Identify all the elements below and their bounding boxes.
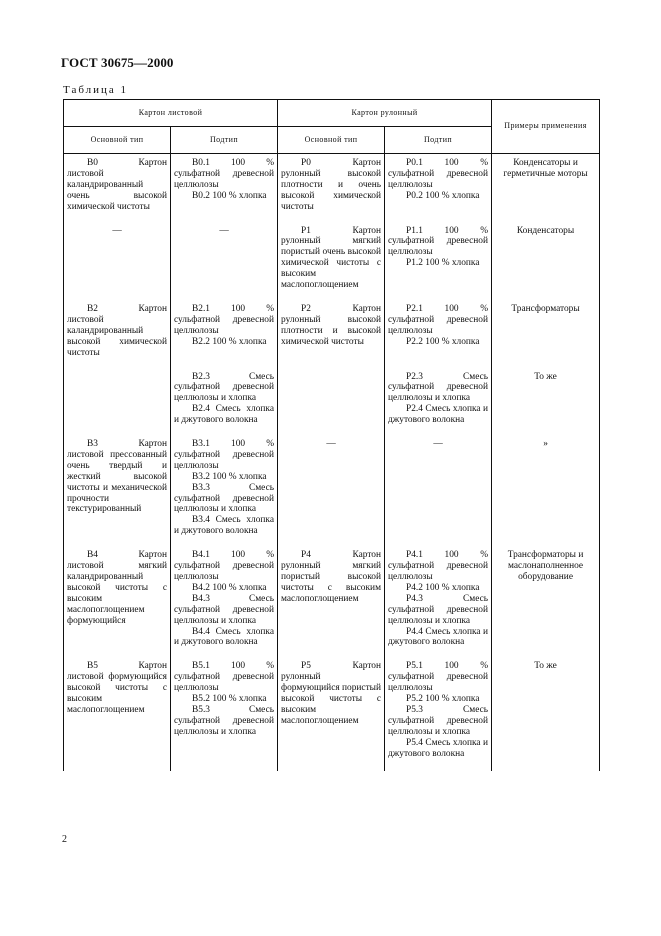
roll-base-type-cell-text: Р1 Картон рулонный мягкий пористый очень высокой химической чистоты с высоким маслопоглощением bbox=[281, 225, 382, 291]
application-text: Конденсаторы и герметичные моторы bbox=[503, 158, 588, 179]
sheet-base-type-cell-text: В2 Картон листовой каландрированный высокой химической чистоты bbox=[67, 303, 167, 358]
table-row bbox=[64, 154, 600, 222]
subtype-item: В3.2 100 % хлопка bbox=[192, 471, 267, 482]
subtype-item: Р0.1 100 % сульфатной древесной целлюлозы bbox=[388, 158, 489, 190]
subtype-item: Р5.3 Смесь сульфатной древесной целлюлозы и хлопка bbox=[388, 704, 489, 737]
roll-base-type-cell-text: Р4 Картон рулонный мягкий пористый высокой чистоты с высоким маслопоглощением bbox=[281, 550, 382, 604]
sheet-base-type-cell bbox=[64, 222, 171, 300]
sheet-base-type-cell bbox=[64, 300, 171, 368]
subtype-item: В5.2 100 % хлопка bbox=[192, 694, 267, 705]
roll-subtype-cell bbox=[385, 300, 492, 368]
subtype-item: — bbox=[219, 225, 229, 236]
subtype-item: В5.3 Смесь сульфатной древесной целлюлозы и хлопка bbox=[174, 704, 275, 737]
subtype-item: Р1.1 100 % сульфатной древесной целлюлозы bbox=[388, 225, 489, 258]
roll-base-type-cell-text: Р5 Картон рулонный формующийся пористый высокой чистоты с высоким маслопоглощением bbox=[281, 661, 382, 726]
roll-base-type-cell bbox=[278, 657, 385, 770]
sheet-base-type-cell bbox=[64, 546, 171, 657]
roll-base-type-cell-text: — bbox=[326, 439, 336, 450]
subtype-item: В4.3 Смесь сульфатной древесной целлюлозы и хлопка bbox=[174, 593, 275, 626]
sheet-subtype-cell bbox=[171, 154, 278, 222]
sheet-subtype-cell bbox=[171, 657, 278, 770]
subtype-item: В2.2 100 % хлопка bbox=[192, 336, 267, 347]
sheet-base-type-cell-text: В5 Картон листовой формующийся высокой чистоты с высоким маслопоглощением bbox=[67, 661, 167, 715]
roll-base-type-cell bbox=[278, 300, 385, 368]
roll-base-type-cell bbox=[278, 154, 385, 222]
roll-base-type-cell bbox=[278, 222, 385, 300]
sheet-base-type-cell bbox=[64, 435, 171, 546]
subtype-item: В2.1 100 % сульфатной древесной целлюлозы bbox=[174, 303, 275, 336]
subtype-item: Р5.4 Смесь хлопка и джутового волокна bbox=[388, 737, 489, 759]
roll-subtype-cell bbox=[385, 222, 492, 300]
application-text: То же bbox=[534, 371, 557, 382]
application-cell bbox=[492, 435, 600, 546]
roll-subtype-cell bbox=[385, 657, 492, 770]
sheet-subtype-cell bbox=[171, 435, 278, 546]
sheet-base-type-cell-text: В4 Картон листовой мягкий каландрированный высокой чистоты с высоким маслопоглощением формующийся bbox=[67, 550, 167, 626]
sheet-base-type-cell bbox=[64, 154, 171, 222]
subtype-item: Р2.2 100 % хлопка bbox=[406, 336, 480, 347]
subtype-item: В5.1 100 % сульфатной древесной целлюлозы bbox=[174, 661, 275, 694]
roll-subtype-cell bbox=[385, 546, 492, 657]
application-cell bbox=[492, 300, 600, 368]
roll-subtype-cell bbox=[385, 368, 492, 436]
subtype-item: В2.3 Смесь сульфатной древесной целлюлозы и хлопка bbox=[174, 371, 275, 404]
table-row bbox=[64, 546, 600, 657]
sheet-base-type-cell bbox=[64, 368, 171, 436]
subtype-item: Р4.2 100 % хлопка bbox=[406, 582, 480, 593]
subtype-item: В3.4 Смесь хлопка и джутового волокна bbox=[174, 515, 275, 537]
header-sheet-base-type: Основной тип bbox=[64, 127, 171, 154]
sheet-base-type-cell bbox=[64, 657, 171, 770]
subtype-item: Р0.2 100 % хлопка bbox=[406, 190, 480, 201]
application-text: То же bbox=[534, 661, 557, 672]
header-sheet-subtype: Подтип bbox=[171, 127, 278, 154]
roll-base-type-cell bbox=[278, 435, 385, 546]
document-title: ГОСТ 30675—2000 bbox=[61, 55, 174, 70]
application-cell bbox=[492, 154, 600, 222]
roll-base-type-cell-text: Р0 Картон рулонный высокой плотности и очень высокой химической чистоты bbox=[281, 158, 382, 212]
roll-subtype-cell bbox=[385, 154, 492, 222]
subtype-item: В2.4 Смесь хлопка и джутового волокна bbox=[174, 404, 275, 426]
cardboard-types-table bbox=[63, 99, 600, 771]
header-applications: Примеры применения bbox=[492, 100, 600, 154]
sheet-base-type-cell-text: В3 Картон листовой прессованный очень твердый и жесткий высокой чистоты и механической прочности текстурированный bbox=[67, 439, 167, 515]
subtype-item: Р2.3 Смесь сульфатной древесной целлюлозы и хлопка bbox=[388, 371, 489, 404]
page-number: 2 bbox=[62, 834, 67, 845]
subtype-item: В0.1 100 % сульфатной древесной целлюлозы bbox=[174, 158, 275, 190]
subtype-item: Р5.1 100 % сульфатной древесной целлюлозы bbox=[388, 661, 489, 694]
subtype-item: Р4.1 100 % сульфатной древесной целлюлозы bbox=[388, 550, 489, 582]
application-text: Трансформаторы и маслонаполненное оборудование bbox=[507, 550, 584, 582]
roll-subtype-cell bbox=[385, 435, 492, 546]
table-row bbox=[64, 435, 600, 546]
sheet-base-type-cell-text: — bbox=[112, 225, 122, 236]
roll-base-type-cell-text: Р2 Картон рулонный высокой плотности и высокой химической чистоты bbox=[281, 303, 382, 347]
sheet-subtype-cell bbox=[171, 300, 278, 368]
subtype-item: Р2.1 100 % сульфатной древесной целлюлозы bbox=[388, 303, 489, 336]
header-roll-subtype: Подтип bbox=[385, 127, 492, 154]
application-cell bbox=[492, 368, 600, 436]
header-roll-base-type: Основной тип bbox=[278, 127, 385, 154]
table-row bbox=[64, 300, 600, 368]
subtype-item: Р2.4 Смесь хлопка и джутового волокна bbox=[388, 404, 489, 426]
roll-base-type-cell bbox=[278, 546, 385, 657]
sheet-subtype-cell bbox=[171, 368, 278, 436]
subtype-item: — bbox=[433, 439, 443, 450]
sheet-subtype-cell bbox=[171, 222, 278, 300]
subtype-item: В4.4 Смесь хлопка и джутового волокна bbox=[174, 626, 275, 648]
table-caption: Таблица 1 bbox=[63, 84, 129, 96]
application-text: Трансформаторы bbox=[511, 303, 580, 314]
subtype-item: В0.2 100 % хлопка bbox=[192, 190, 267, 201]
header-roll-cardboard: Картон рулонный bbox=[278, 100, 492, 127]
table-row bbox=[64, 222, 600, 300]
subtype-item: В4.2 100 % хлопка bbox=[192, 582, 267, 593]
application-cell bbox=[492, 657, 600, 770]
subtype-item: Р5.2 100 % хлопка bbox=[406, 694, 480, 705]
table-row bbox=[64, 368, 600, 436]
application-text: » bbox=[543, 439, 548, 450]
application-cell bbox=[492, 546, 600, 657]
sheet-base-type-cell-text: В0 Картон листовой каландрированный очень высокой химической чистоты bbox=[67, 158, 167, 212]
header-sheet-cardboard: Картон листовой bbox=[64, 100, 278, 127]
roll-base-type-cell bbox=[278, 368, 385, 436]
subtype-item: В3.1 100 % сульфатной древесной целлюлозы bbox=[174, 439, 275, 471]
subtype-item: Р4.4 Смесь хлопка и джутового волокна bbox=[388, 626, 489, 648]
subtype-item: В3.3 Смесь сульфатной древесной целлюлозы и хлопка bbox=[174, 482, 275, 515]
subtype-item: В4.1 100 % сульфатной древесной целлюлозы bbox=[174, 550, 275, 582]
table-row bbox=[64, 657, 600, 770]
application-cell bbox=[492, 222, 600, 300]
sheet-subtype-cell bbox=[171, 546, 278, 657]
subtype-item: Р1.2 100 % хлопка bbox=[406, 258, 480, 269]
application-text: Конденсаторы bbox=[516, 225, 575, 236]
subtype-item: Р4.3 Смесь сульфатной древесной целлюлозы и хлопка bbox=[388, 593, 489, 626]
